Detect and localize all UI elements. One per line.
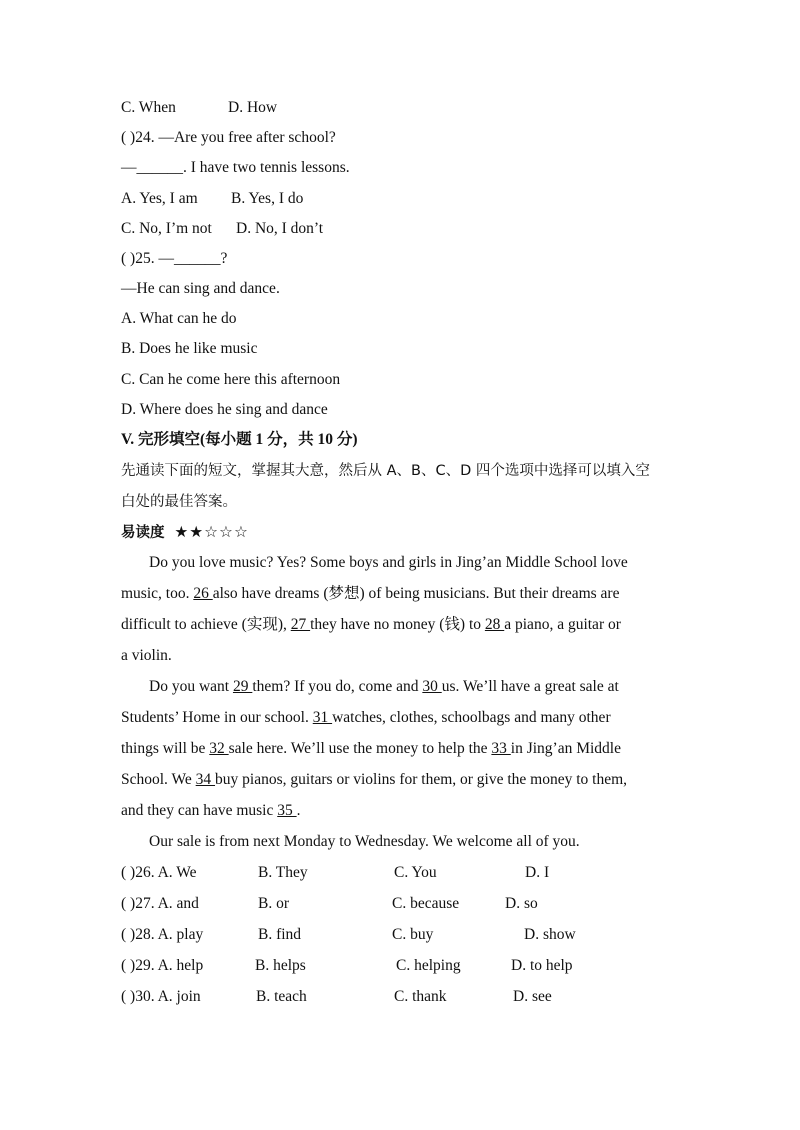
q24-stem: ( )24. —Are you free after school?	[121, 129, 336, 146]
difficulty-rating	[121, 523, 249, 543]
q25-response: —He can sing and dance.	[121, 280, 280, 297]
question-a: ( )28. A. play	[121, 926, 204, 943]
question-c: C. because	[392, 895, 460, 912]
passage-p2-line1: Do you want 29 them? If you do, come and 30 us. We’ll have a great sale at	[149, 678, 619, 695]
section-instruction-line2: 白处的最佳答案。	[121, 494, 237, 510]
question-d: D. I	[525, 864, 550, 881]
blank-28: 28	[484, 616, 505, 633]
option-d: D. How	[228, 99, 278, 116]
option-c: C. No, I’m not	[121, 220, 212, 237]
q24-response: —______. I have two tennis lessons.	[121, 159, 350, 176]
question-d: D. so	[505, 895, 538, 912]
blank-34: 34	[195, 771, 216, 788]
question-a: ( )30. A. join	[121, 988, 201, 1005]
passage-p1-line4: a violin.	[121, 647, 172, 664]
question-d: D. see	[513, 988, 552, 1005]
blank-35: 35	[277, 802, 297, 819]
option-d: D. No, I don’t	[236, 220, 324, 237]
blank-31: 31	[312, 709, 333, 726]
question-d: D. to help	[511, 957, 573, 974]
passage-p3-line1: Our sale is from next Monday to Wednesday. We welcome all of you.	[149, 833, 580, 850]
passage-p1-line2: music, too. 26 also have dreams (梦想) of being musicians. But their dreams are	[121, 585, 620, 602]
q25-option-d: D. Where does he sing and dance	[121, 401, 328, 418]
passage-p1-line3: difficult to achieve (实现), 27 they have no money (钱) to 28 a piano, a guitar or	[121, 616, 621, 633]
question-a: ( )27. A. and	[121, 895, 199, 912]
question-c: C. You	[394, 864, 437, 881]
question-c: C. buy	[392, 926, 434, 943]
blank-33: 33	[491, 740, 511, 757]
passage-p2-line2: Students’ Home in our school. 31 watches, clothes, schoolbags and many other	[121, 709, 611, 726]
passage-p2-line4: School. We 34 buy pianos, guitars or violins for them, or give the money to them,	[121, 771, 628, 788]
blank-32: 32	[209, 740, 229, 757]
question-c: C. thank	[394, 988, 447, 1005]
question-d: D. show	[524, 926, 576, 943]
blank-26: 26	[193, 585, 213, 602]
option-c: C. When	[121, 99, 176, 116]
question-b: B. teach	[256, 988, 307, 1005]
difficulty-label: 易读度	[121, 525, 165, 541]
question-b: B. or	[258, 895, 289, 912]
section-heading: V. 完形填空(每小题 1 分，共 10 分)	[121, 431, 358, 448]
question-a: ( )26. A. We	[121, 864, 197, 881]
star-rating-icon: ★★☆☆☆	[174, 524, 249, 541]
q25-stem: ( )25. —______?	[121, 250, 228, 267]
question-b: B. helps	[255, 957, 306, 974]
passage-p1-line1: Do you love music? Yes? Some boys and girls in Jing’an Middle School love	[149, 554, 628, 571]
q25-option-a: A. What can he do	[121, 310, 237, 327]
blank-30: 30	[422, 678, 442, 695]
question-b: B. find	[258, 926, 302, 943]
q25-option-c: C. Can he come here this afternoon	[121, 371, 341, 388]
q25-option-b: B. Does he like music	[121, 340, 258, 357]
option-b: B. Yes, I do	[231, 190, 304, 207]
passage-p2-line5: and they can have music 35 .	[121, 802, 301, 819]
question-c: C. helping	[396, 957, 461, 974]
blank-27: 27	[290, 616, 311, 633]
option-a: A. Yes, I am	[121, 190, 198, 207]
question-b: B. They	[258, 864, 308, 881]
blank-29: 29	[232, 678, 253, 695]
section-instruction-line1: 先通读下面的短文，掌握其大意，然后从 A、B、C、D 四个选项中选择可以填入空	[121, 463, 650, 479]
question-a: ( )29. A. help	[121, 957, 204, 974]
passage-p2-line3: things will be 32 sale here. We’ll use the money to help the 33 in Jing’an Middle	[121, 740, 621, 757]
